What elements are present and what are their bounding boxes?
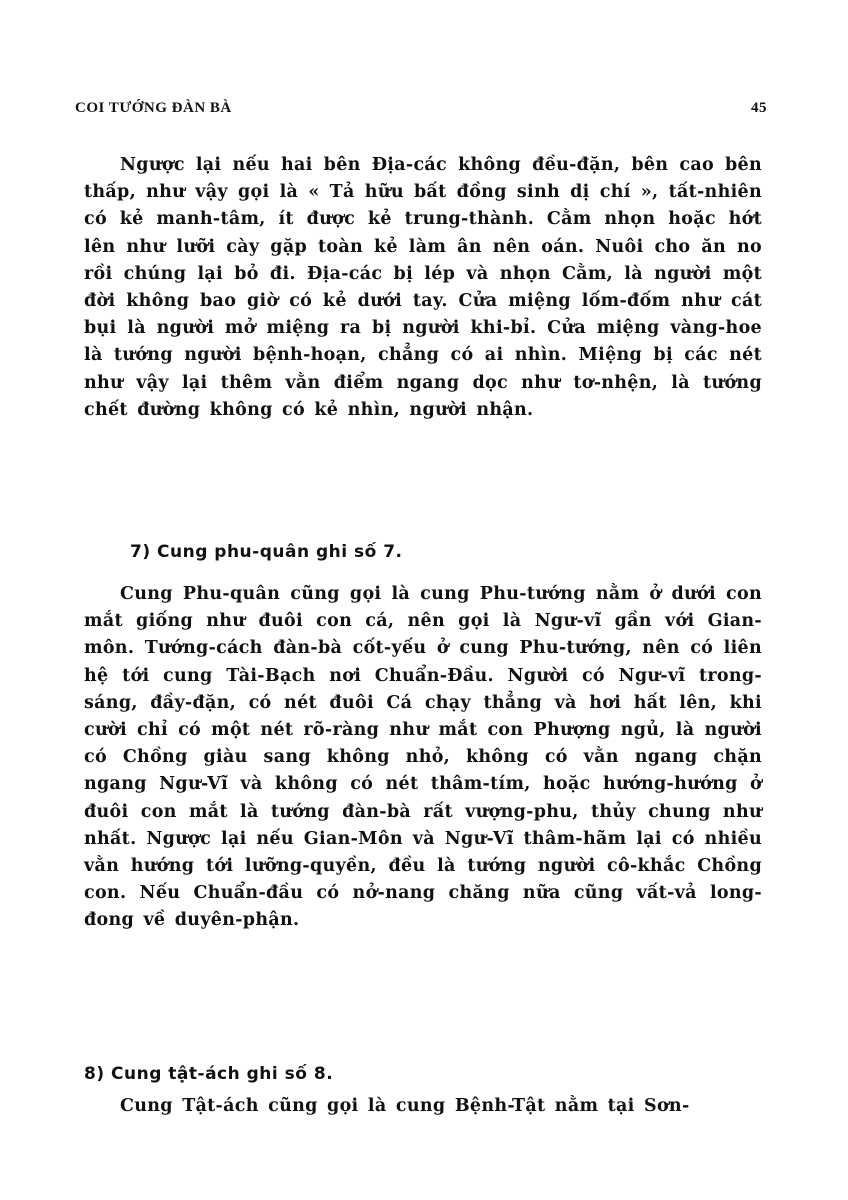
section-heading-cung-tat-ach: 8) Cung tật-ách ghi số 8.	[84, 1064, 334, 1084]
running-header	[75, 100, 767, 122]
section-body-cung-phu-quan: Cung Phu-quân cũng gọi là cung Phu-tướng nằm ở dưới con mắt giống như đuôi con cá, nên gọi là Ngư-vĩ gần với Gian-môn. Tướng-cách đàn-bà cốt-yếu ở cung Phu-tướng, nên có liên hệ tới cung Tài-Bạch nơi Chuẩn-Đầu. Người có Ngư-vĩ trong-sáng, đầy-đặn, có nét đuôi Cá chạy thẳng và hơi hất lên, khi cười chỉ có một nét rõ-ràng như mắt con Phượng ngủ, là người có Chồng giàu sang không nhỏ, không có vằn ngang chặn ngang Ngư-Vĩ và không có nét thâm-tím, hoặc hướng-hướng ở đuôi con mắt là tướng đàn-bà rất vượng-phu, thủy chung như nhất. Ngược lại nếu Gian-Môn và Ngư-Vĩ thâm-hãm lại có nhiều vằn hướng tới lưỡng-quyền, đều là tướng người cô-khắc Chồng con. Nếu Chuẩn-đầu có nở-nang chăng nữa cũng vất-vả long-đong về duyên-phận.	[84, 584, 762, 931]
body-paragraph: Ngược lại nếu hai bên Địa-các không đều-đặn, bên cao bên thấp, như vậy gọi là « Tả hữu bất đồng sinh dị chí », tất-nhiên có kẻ manh-tâm, ít được kẻ trung-thành. Cằm nhọn hoặc hớt lên như lưỡi cày gặp toàn kẻ làm ân nên oán. Nuôi cho ăn no rồi chúng lại bỏ đi. Địa-các bị lép và nhọn Cằm, là người một đời không bao giờ có kẻ dưới tay. Cửa miệng lốm-đốm như cát bụi là người mở miệng ra bị người khi-bỉ. Cửa miệng vàng-hoe là tướng người bệnh-hoạn, chẳng có ai nhìn. Miệng bị các nét như vậy lại thêm vằn điểm ngang dọc như tơ-nhện, là tướng chết đường không có kẻ nhìn, người nhận.	[84, 155, 762, 420]
book-title: COI TƯỚNG ĐÀN BÀ	[75, 100, 232, 116]
page-number: 45	[751, 100, 767, 116]
section-body-cung-tat-ach: Cung Tật-ách cũng gọi là cung Bệnh-Tật nằm tại Sơn-	[120, 1096, 690, 1116]
section-heading-cung-phu-quan: 7) Cung phu-quân ghi số 7.	[130, 542, 403, 562]
